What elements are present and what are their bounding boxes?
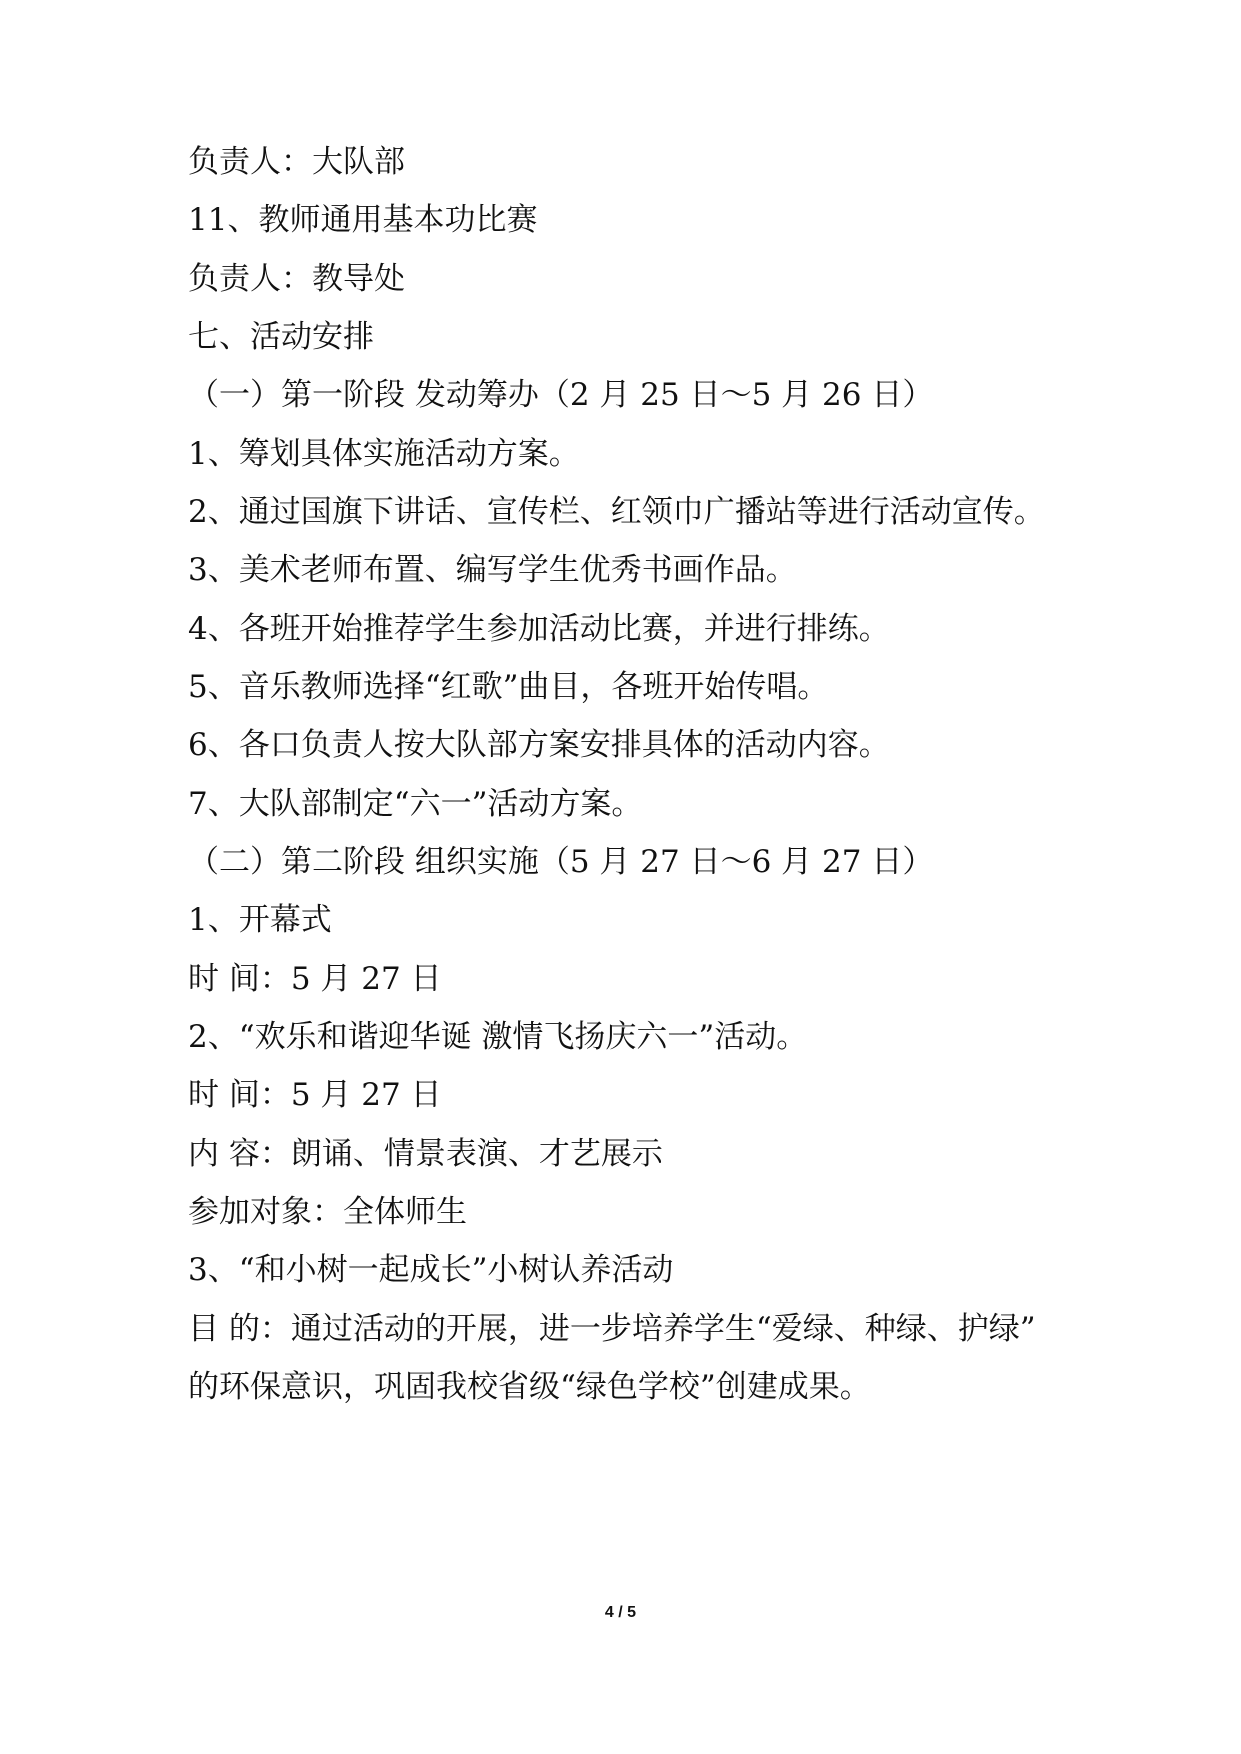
section-heading: 七、活动安排: [188, 319, 374, 355]
text-line: 负责人：大队部: [188, 144, 405, 180]
text-line: 1、开幕式: [188, 902, 332, 938]
text-line: 2、通过国旗下讲话、宣传栏、红领巾广播站等进行活动宣传。: [188, 494, 1045, 530]
text-line: 的环保意识，巩固我校省级“绿色学校”创建成果。: [188, 1369, 871, 1405]
text-line: 目 的：通过活动的开展，进一步培养学生“爱绿、种绿、护绿”: [188, 1311, 1036, 1347]
text-line: 2、“欢乐和谐迎华诞 激情飞扬庆六一”活动。: [188, 1019, 808, 1055]
text-line: 11、教师通用基本功比赛: [188, 202, 538, 238]
subsection-heading: （一）第一阶段 发动筹办（2 月 25 日～5 月 26 日）: [188, 377, 934, 413]
text-line: 7、大队部制定“六一”活动方案。: [188, 786, 643, 822]
text-line: 负责人：教导处: [188, 261, 405, 297]
text-line: 5、音乐教师选择“红歌”曲目，各班开始传唱。: [188, 669, 829, 705]
text-line: 3、“和小树一起成长”小树认养活动: [188, 1252, 674, 1288]
text-line: 参加对象：全体师生: [188, 1194, 467, 1230]
text-line: 内 容：朗诵、情景表演、才艺展示: [188, 1136, 663, 1172]
text-line: 4、各班开始推荐学生参加活动比赛，并进行排练。: [188, 611, 890, 647]
text-line: 时 间：5 月 27 日: [188, 961, 442, 997]
subsection-heading: （二）第二阶段 组织实施（5 月 27 日～6 月 27 日）: [188, 844, 934, 880]
text-line: 时 间：5 月 27 日: [188, 1077, 442, 1113]
text-line: 3、美术老师布置、编写学生优秀书画作品。: [188, 552, 797, 588]
text-line: 6、各口负责人按大队部方案安排具体的活动内容。: [188, 727, 890, 763]
text-line: 1、筹划具体实施活动方案。: [188, 436, 580, 472]
page-number: 4 / 5: [604, 1604, 637, 1621]
